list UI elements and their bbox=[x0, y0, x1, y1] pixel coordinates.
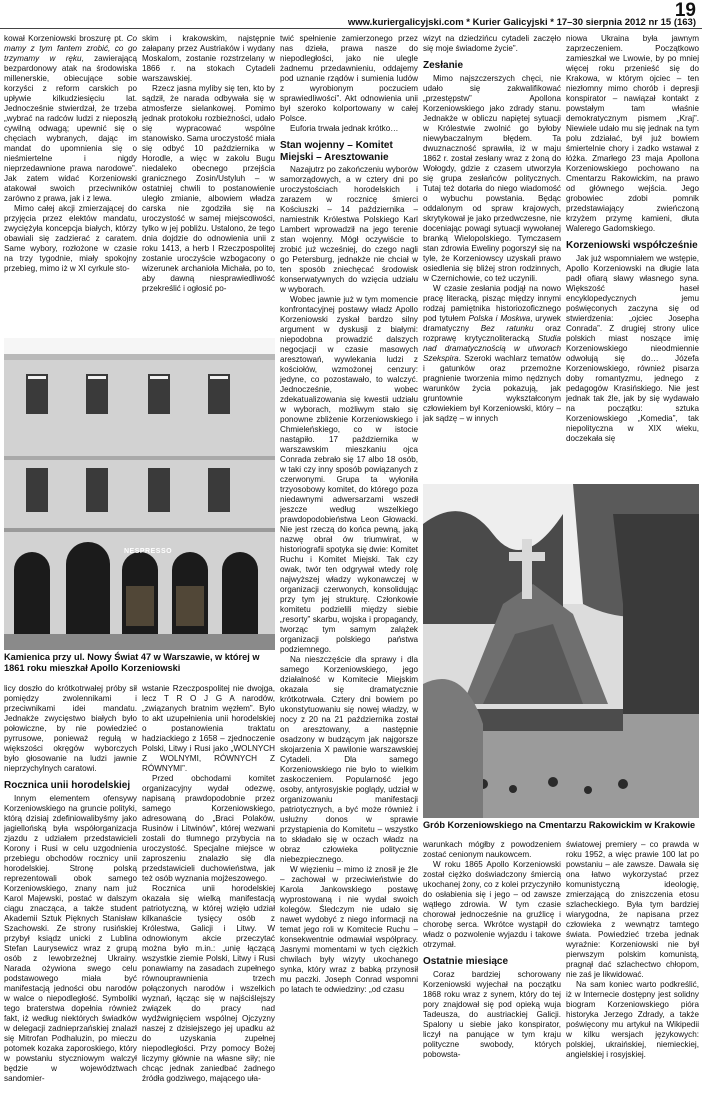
paragraph: Rzecz jasna myliby się ten, kto by sądził, że narada odbywała się w atmosferze sielankowej. Pomimo jednak protokołu rozbieżności, udało się wypracować wspólne stanowisko. Sama uroczystość miała się odbyć 10 października w Horodle, a więc w zakolu Bugu niedaleko obecnego przejścia granicznego Zosin/Ustyluh – w ostatniej chwili to postanowienie uległo zmianie, albowiem władza carska nie zgodziła się na uroczystość w samej miejscowości, tylko w jej pobliżu. Ustalono, że tego dnia dojdzie do odnowienia unii z roku 1413, a herb I Rzeczpospolitej zostanie uroczyście wzbogacony o wizerunek archanioła Michała, po to, aby dawną niesprawiedliwość przekreślić i ogłosić po- bbox=[142, 84, 275, 293]
paragraph: twić spełnienie zamierzonego przez nas dzieła, prawa nasze do niepodległości, jako nie ulegle żadnemu przedawnieniu, oddajemy pod uznanie rządów i sumienia ludów z wyrobionym poczuciem sprawiedliwości”. Akt odnowienia unii był szeroko kolportowany w całej Polsce. bbox=[280, 34, 418, 123]
building-photo bbox=[4, 338, 275, 650]
page-header bbox=[0, 0, 702, 28]
paragraph: Na nieszczęście dla sprawy i dla samego Korzeniowskiego, jego działalność w Komitecie Miejskim okazała się dramatycznie krótkotrwała. Cztery dni bowiem po ukonstytuowaniu się nowej władzy, w nocy z 20 na 21 października został on aresztowany, a następnie osadzony w budzącym jak najgorsze skojarzenia X pawilonie warszawskiej Cytadeli. Dla samego Korzeniowskiego nie było to wielkim zaskoczeniem. Popularność jego osoby, antyrosyjskie poglądy, udział w organizowaniu manifestacji patriotycznych, a być może również i usłużny donos w sprawie przystąpienia do Komitetu – wszystko to składało się w oczach władz na obraz człowieka politycznie niebezpiecznego. bbox=[280, 655, 418, 864]
paragraph: Wobec jawnie już w tym momencie konfrontacyjnej postawy władz Apollo Korzeniowski zyskał bardzo silny argument w dyskusji z białymi: niepodobna prowadzić dalszych negocjacji w czasie masowych aresztowań, wywlekania ludzi z kościołów, wzmożonej cenzury: jedyne, co pozostawało, to walczyć. Jednocześnie, wobec zdekatualizowania się kwestii udziału w wyborach, możliwym stało się ponowne zbliżenie Korzeniowskiego i Chmieleńskiego, co w istocie nastąpiło. 17 października w warszawskim mieszkaniu ojca Conrada zebrało się 17 albo 18 osób, w taki czy inny sposób powiązanych z czerwonymi. Grupa ta wyłoniła trzyosobowy komitet, do którego poza niedawnymi adwersarzami wszedł jeszcze według wszelkiego prawdopodobieństwa Leon Głowacki. Nie jest rzeczą do końca pewną, jaką nazwę obrał ów triumwirat, w historiografii spotyka się dwie: Komitet Ruchu i Komitet Miejski. Tak czy owak, twór ten odgrywał wtedy rolę najwyższej władzy wykonawczej w organizacji czerwonych, konsolidując przy tym jej strukturę. Członkowie komitetu podzielili między siebie „resorty” skarbu, wojska i propagandy, tworząc tym samym zalążek organizacji polskiego państwa podziemnego. bbox=[280, 295, 418, 654]
paragraph: W roku 1865 Apollo Korzeniowski został ciężko doświadczony śmiercią ukochanej żony, co z kolei przyczyniło do osłabienia się i jego – od zawsze wątłego zdrowia. W tym czasie chorował jednocześnie na gruźlicę i chorobę serca. Wkrótce wystąpił do władz o pozwolenie wyjazdu i takowe otrzymał. bbox=[423, 860, 561, 949]
paragraph: Coraz bardziej schorowany Korzeniowski wyjechał na początku 1868 roku wraz z synem, który do tej pory znajdował się pod opieką wuja Tadeusza, do austriackiej Galicji. Spalony u siebie jako konspirator, liczył na panujące w tym kraju polityczne swobody, których pobowsta- bbox=[423, 969, 561, 1059]
paragraph: Innym elementem ofensywy Korzeniowskiego na gruncie polityki, którą dzisiaj zdefiniowalibyśmy jako jagiellońską była współorganizacja zjazdu z udziałem przedstawicieli Korony i Rusi w celu uzgodnienia przebiegu obchodów rocznicy unii horodelskiej. Stronę polską reprezentowali obok samego Korzeniowskiego, znany nam już Karol Majewski, postać w dalszym ciągu znacząca, a także student Akademii Sztuk Pięknych Stanisław Szachowski. Ze strony rusińskiej przybył ksiądz unicki z Lublina Stefan Laurysewicz wraz z grupą osób z lewobrzeżnej Ukrainy. Narada ożywiona swego celu podstawowego miała być manifestacją jedności obu narodów w walce o niepodległość. Symboliki tego braterstwa dopełnia również fakt, iż według niektórych świadków w delegacji zadnieprzańskiej znalazł się Mitrofan Podhaluzin, po mieczu potomek kozaka zaporoskiego, który w powstaniu styczniowym walczył będzie w województwach sandomier- bbox=[4, 793, 137, 1083]
grave-photo bbox=[423, 484, 699, 818]
column-4-top bbox=[423, 34, 561, 479]
running-head: www.kuriergalicyjski.com * Kurier Galicyjski * 17–30 sierpnia 2012 nr 15 (163) bbox=[347, 17, 696, 28]
section-heading: Zesłanie bbox=[423, 60, 464, 71]
paragraph: Jak już wspomniałem we wstępie, Apollo Korzeniowski na długie lata padł ofiarą sławy własnego syna. Większość haseł encyklopedycznych jemu poświęconych zaczyna się od stwierdzenia: „ojciec Josepha Conrada”. Z drugiej strony ulice polskich miast noszące imię Korzeniowskiego nieodmiennie odwołują się do… Józefa Korzeniowskiego, również pisarza doby romantyzmu, jednego z pedagogów Krasińskiego. Nie jest jednak tak źle, jak by się wydawało na początku: sztuka Korzeniowskiego „Komedia”, tak niepolityczna w XIX wieku, doczekała się bbox=[566, 253, 699, 443]
paragraph: warunkach mógłby z powodzeniem zostać cenionym naukowcem. bbox=[423, 840, 561, 859]
paragraph: niowa Ukraina była jawnym zaprzeczeniem. Początkowo zamieszkał we Lwowie, by po mniej więcej roku przenieść się do Krakowa, w którym ojciec – ten niezłomny mimo chorób i depresji konspirator – nawiązał kontakt z powstałym tam właśnie demokratycznym pismem „Kraj”. Niewiele udało mu się jednak na tym polu zdziałać, był już bowiem śmiertelnie chory i zadko wstawał z łóżka. Zmarłego 23 maja Apollona Korzeniowskiego pochowano na Cmentarzu Rakowickim, na prawo od głównego wejścia. Jego grobowiec zdobi pomnik przedstawiający zwieńczoną krzyżem przymę kamieni, dłuta Walerego Gadomskiego. bbox=[566, 34, 699, 233]
paragraph: Nazajutrz po zakończeniu wyborów samorządowych, a w cztery dni po uroczystościach horodelskich i zarazem w rocznicę śmierci Kościuszki – 14 października – namiestnik Królestwa Polskiego Karl Lambert wprowadził na jego terenie stan wojenny. Mógł oczywiście to zrobić już wcześniej, do czego nagli go Petersburg, jednakże nie chciał w ten sposób zniechęcać środowisk konserwatywnych do wzięcia udziału w wyborach. bbox=[280, 165, 418, 294]
paragraph: skim i krakowskim, najstępnie załapany przez Austriaków i wydany Moskalom, zostanie rozstrzelany w 1866 r. na stokach Cytadeli warszawskiej. bbox=[142, 34, 275, 83]
photo-caption: Grób Korzeniowskiego na Cmentarzu Rakowickim w Krakowie bbox=[423, 820, 696, 830]
paragraph: Przed obchodami komitet organizacyjny wydał odezwę, napisaną prawdopodobnie przez samego Korzeniowskiego, adresowaną do „Braci Polaków, Rusinów i Litwinów”, której wezwani zostali do tłumnego przybycia na uroczystość. Specjalne miejsce w zaproszeniu znalazło się dla przedstawicieli duchowieństwa, jak też osób wyznania mojżeszowego. bbox=[142, 774, 275, 883]
paragraph: W więzieniu – mimo iż znosił je źle – zachował w przeciwieństwie do Karola Jankowskiego postawę wyprostowaną i nie wydał swoich kolegów. Śledczym nie udało się nawet wydobyć z niego informacji na temat jego roli w Komitecie Ruchu – konsekwentnie odmawiał współpracy. Jasnymi momentami w tych ciężkich chwilach były wizyty ukochanego synka, który wraz z babką przynosił mu paczki. Joseph Conrad wspomni po latach te odwiedziny: „od czasu bbox=[280, 865, 418, 994]
column-4-bottom bbox=[423, 840, 561, 1096]
column-1-top bbox=[4, 34, 137, 334]
paragraph: wstanie Rzeczpospolitej nie dwojga, lecz T R O J G A narodów, „związanych bratnim węzłem”. Było to akt uzupełnienia unii horodelskiej o postanowienia traktatu hadziackiego z 1658 – zjednoczenie Polski, Litwy i Rusi jako „WOLNYCH Z WOLNYMI, RÓWNYCH Z RÓWNYMI”. bbox=[142, 684, 275, 773]
column-2-top bbox=[142, 34, 275, 334]
header-rule bbox=[0, 28, 702, 29]
section-heading: Ostatnie miesiące bbox=[423, 956, 509, 967]
paragraph: Euforia trwała jednak krótko… bbox=[290, 124, 399, 133]
column-1-bottom bbox=[4, 684, 137, 1096]
paragraph: kował Korzeniowski broszurę pt. Co mamy z tym fantem zrobić, co go trzymamy w ręku, zawierającą bezpardonowy atak na środowiska millenerskie, obiecujące sobie korzyści z reform carskich po upływie kilkudziesięciu lat. Jednocześnie stwierdzał, że trzeba „wybrać na radców ludzi z nieposzłą cywilną odwagą; upewnić się o chęciach wybranych, dając im mandat do upomnienia się o nieśmiertelne i nigdy nieprzedawnione prawa narodowe”. Jak zatem widać Korzeniowski atakował swoich przeciwników zarówno z prawa, jak i z lewa. bbox=[4, 34, 137, 203]
paragraph: Na sam koniec warto podkreślić, iż w Internecie dostępny jest solidny biogram Korzeniowskiego pióra historyka Jerzego Zdrady, a także poświęcony mu artykuł na Wikipedii w kilku wersjach językowych: polskiej, ukraińskiej, niemieckiej, angielskiej i rosyjskiej. bbox=[566, 980, 699, 1059]
grave-image bbox=[423, 484, 699, 818]
paragraph: Rocznica unii horodelskiej okazała się wielką manifestacją patriotyczną, w której wzięło udział kilkanaście tysięcy osób z Królestwa, Galicji i Litwy. W odnowionym akcie przeczytać można było m.in.: „unię łączącą wszystkie ziemie Polski, Litwy i Rusi ponawiamy na zasadach zupełnego równouprawnienia trzech połączonych narodów i wszelkich wyznań, łącząc się w najściślejszy związek do pracy nad wydźwignięciem wspólnej Ojczyzny naszej z dzisiejszego jej upadku aż do uzyskania zupełnej niepodległości. Przy pomocy Bożej liczymy głównie na własne siły; nie chcąc jednak zaniedbać żadnego źródła godziwego, mającego uła- bbox=[142, 884, 275, 1083]
column-5-bottom bbox=[566, 840, 699, 1096]
photo-caption: Kamienica przy ul. Nowy Świat 47 w Warszawie, w której w 1861 roku mieszkał Apollo Korzeniowski bbox=[4, 652, 260, 673]
page-number: 19 bbox=[674, 0, 696, 21]
section-heading: Stan wojenny – Komitet Miejski – Aresztowanie bbox=[280, 140, 393, 163]
section-heading: Korzeniowski współcześnie bbox=[566, 240, 698, 251]
shop-sign: NESPRESSO bbox=[124, 548, 173, 555]
building-facade-image bbox=[4, 338, 275, 650]
column-5-top bbox=[566, 34, 699, 479]
paragraph: licy doszło do krótkotrwałej próby sił pomiędzy zwolennikami i przeciwnikami idei mandatu. Jednakże zwycięstwo białych było połowiczne, by nie powiedzieć pyrrusowe, ponieważ regułą w większości okręgów wyborczych było głosowanie na ludzi jawnie nieprzychylnych caratowi. bbox=[4, 684, 137, 773]
column-2-bottom bbox=[142, 684, 275, 1096]
column-3 bbox=[280, 34, 418, 1096]
paragraph: Mimo całej akcji zmierzającej do przyjęcia przez elektów mandatu, zwyciężyła koncepcja białych, którzy obawiali się zadzierać z caratem. Same wybory, rozłożone w czasie na trzy tygodnie, miały spokojny przebieg, mimo iż w XI cyrkule sto- bbox=[4, 204, 137, 273]
paragraph: Mimo najszczerszych chęci, nie udało się zakwalifikować „przestępstw” Apollona Korzeniowskiego jako zdrady stanu. Jednakże w obliczu napiętej sytuacji w Królestwie zwolnić go byłoby niewybaczalnym błędem. Ta dwuznaczność sprawiła, iż w maju 1862 r. został zesłany wraz z żoną do Wołogdy, gdzie z czasem utworzyła się grupa zesłańców politycznych. Tutaj też dotarła do niego wiadomość o wybuchu powstania. Będąc oddalonym od spraw krajowych, skrytykował je jako przedwczesne, nie doceniając powagi sytuacji wywołanej branką Wielopolskiego. Tymczasem stan zdrowia Eweliny pogorszył się na tyle, że Korzeniowscy uzyskali prawo osiedlenia się bliżej stron rodzinnych, w Czernichowie, co też uczynili. bbox=[423, 73, 561, 283]
section-heading: Rocznica unii horodelskiej bbox=[4, 780, 131, 791]
paragraph: W czasie zesłania podjął na nowo pracę literacką, pisząc między innymi rodzaj pamiętnika historiozoficznego pod tytułem Polska i Moskwa, urywek dramatyczny Bez ratunku oraz rozprawę krytycznoliteracką Studia nad dramatycznością w utworach Szekspira. Szeroki wachlarz tematów i gatunków oraz przemożne pragnienie tworzenia mimo nędznych warunków życia pokazują, jak gruntownie wykształconym człowiekiem był Korzeniowski, który – jak sądzę – w innych bbox=[423, 283, 561, 423]
paragraph: wizyt na dziedzińcu cytadeli zaczęło się moje świadome życie”. bbox=[423, 34, 561, 53]
paragraph: światowej premiery – co prawda w roku 1952, a więc prawie 100 lat po powstaniu – ale zawsze. Dawała się ona łatwo wykorzystać przez komunistyczną ideologię, zmierzającą do zniszczenia etosu szlacheckiego. Była tym bardziej wiarygodna, że napisana przez człowieka z wewnątrz tamtego świata. Powiedzieć trzeba jednak wyraźnie: Korzeniowski nie był pierwszym polskim komunistą, pragnął dać szlachectwo chłopom, nie zaś je likwidować. bbox=[566, 840, 699, 979]
